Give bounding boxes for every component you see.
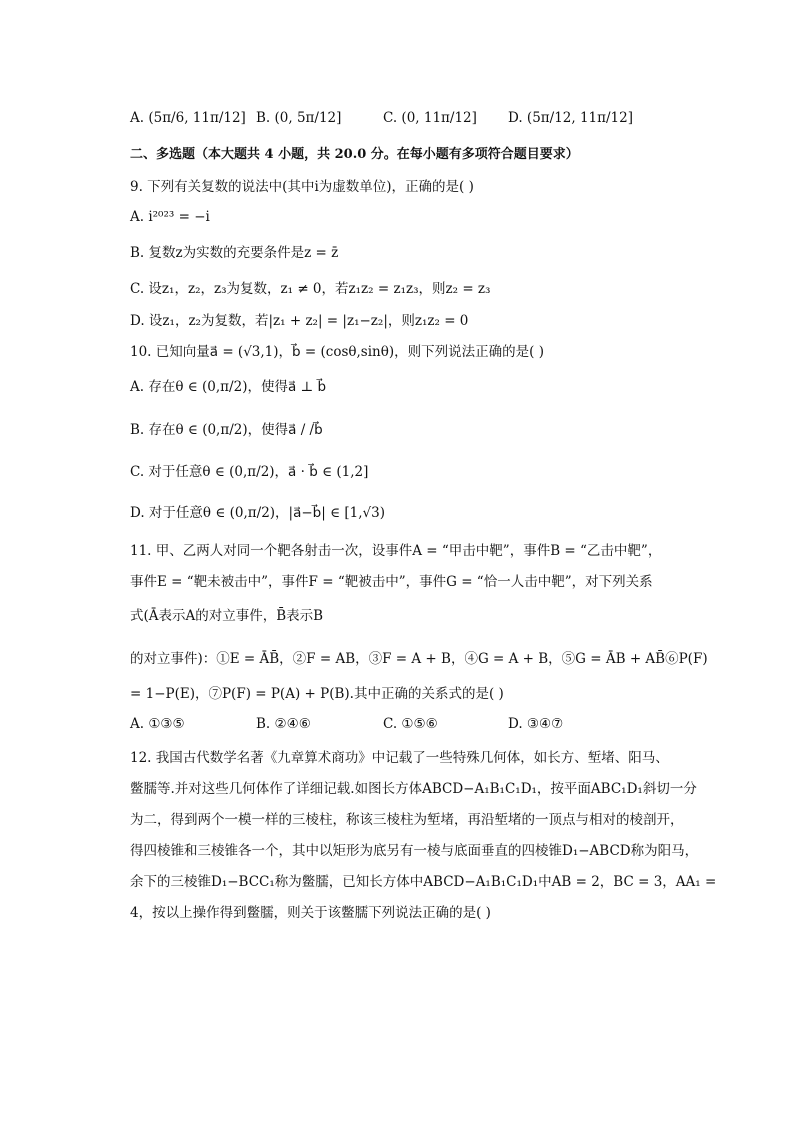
q12-stem-line-1: 12. 我国古代数学名著《九章算术商功》中记载了一些特殊几何体，如长方、堑堵、阳马、 — [130, 750, 669, 766]
q10-option-a: A. 存在θ ∈ (0,π/2)，使得a⃗ ⊥ b⃗ — [130, 379, 327, 395]
q12-stem-line-2: 鳖臑等.并对这些几何体作了详细记载.如图长方体ABCD−A₁B₁C₁D₁，按平面ABC₁D₁斜切一分 — [130, 781, 697, 797]
q10-option-b: B. 存在θ ∈ (0,π/2)，使得a⃗ / /b⃗ — [130, 422, 323, 438]
q8-option-d: D. (5π/12, 11π/12] — [508, 110, 634, 126]
q9-option-b: B. 复数z为实数的充要条件是z = z̄ — [130, 245, 339, 261]
q12-stem-line-3: 为二，得到两个一模一样的三棱柱，称该三棱柱为堑堵，再沿堑堵的一顶点与相对的棱剖开， — [130, 812, 684, 828]
q9-option-d: D. 设z₁，z₂为复数，若|z₁ + z₂| = |z₁−z₂|，则z₁z₂ = 0 — [130, 313, 469, 329]
q11-option-b: B. ②④⑥ — [256, 716, 311, 732]
q11-stem-line-2: 事件E = “靶未被击中”，事件F = “靶被击中”，事件G = “恰一人击中靶”，对下列关系 — [130, 574, 653, 590]
q8-option-b: B. (0, 5π/12] — [256, 110, 342, 126]
q10-option-c: C. 对于任意θ ∈ (0,π/2)，a⃗ · b⃗ ∈ (1,2] — [130, 464, 369, 480]
q8-option-a: A. (5π/6, 11π/12] — [130, 110, 246, 126]
q12-stem-line-4: 得四棱锥和三棱锥各一个，其中以矩形为底另有一棱与底面垂直的四棱锥D₁−ABCD称为阳马， — [130, 843, 699, 859]
q11-stem-line-3: 式(Ā表示A的对立事件，B̄表示B — [130, 608, 324, 624]
q11-stem-line-1: 11. 甲、乙两人对同一个靶各射击一次，设事件A = “甲击中靶”，事件B = “乙击中靶”， — [130, 543, 662, 559]
q10-option-d: D. 对于任意θ ∈ (0,π/2)，|a⃗−b⃗| ∈ [1,√3) — [130, 505, 385, 521]
q11-option-a: A. ①③⑤ — [130, 716, 185, 732]
q8-option-c: C. (0, 11π/12] — [383, 110, 477, 126]
q11-option-c: C. ①⑤⑥ — [383, 716, 438, 732]
q10-stem: 10. 已知向量a⃗ = (√3,1)，b⃗ = (cosθ,sinθ)，则下列说法正确的是( ) — [130, 344, 544, 360]
q9-option-a: A. i²⁰²³ = −i — [130, 209, 210, 225]
q12-stem-line-6: 4，按以上操作得到鳖臑，则关于该鳖臑下列说法正确的是( ) — [130, 905, 491, 921]
q11-stem-line-5: = 1−P(E)，⑦P(F) = P(A) + P(B).其中正确的关系式的是( ) — [130, 686, 504, 702]
q12-stem-line-5: 余下的三棱锥D₁−BCC₁称为鳖臑，已知长方体中ABCD−A₁B₁C₁D₁中AB = 2，BC = 3，AA₁ = — [130, 874, 717, 890]
q11-option-d: D. ③④⑦ — [508, 716, 564, 732]
q9-stem: 9. 下列有关复数的说法中(其中i为虚数单位)，正确的是( ) — [130, 179, 474, 195]
section-2-header: 二、多选题（本大题共 4 小题，共 20.0 分。在每小题有多项符合题目要求） — [130, 147, 579, 162]
q9-option-c: C. 设z₁，z₂，z₃为复数，z₁ ≠ 0，若z₁z₂ = z₁z₃，则z₂ = z₃ — [130, 281, 491, 297]
q11-stem-line-4: 的对立事件)：①E = ĀB̄，②F = AB，③F = A + B，④G = A + B，⑤G = ĀB + AB̄⑥P(F) — [130, 651, 708, 667]
